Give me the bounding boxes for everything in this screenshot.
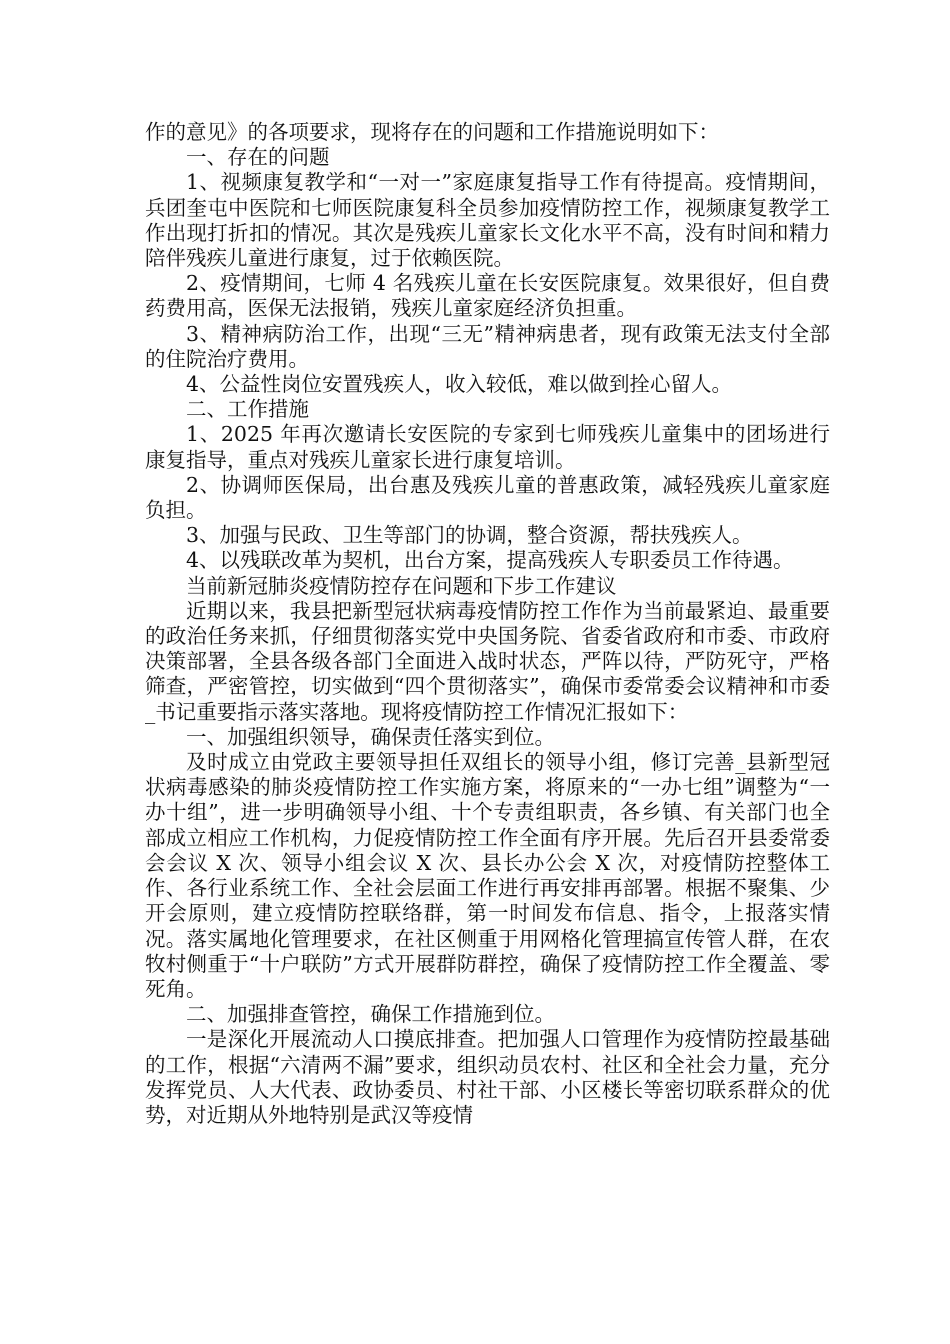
intro-line: 作的意见》的各项要求，现将存在的问题和工作措施说明如下：	[145, 120, 719, 144]
article-paragraph-1: 及时成立由党政主要领导担任双组长的领导小组，修订完善_县新型冠状病毒感染的肺炎疫情防控工作实施方案，将原来的“一办七组”调整为“一办十组”，进一步明确领导小组、十个专责组职责，各乡镇、有关部门也全部成立相应工作机构，力促疫情防控工作全面有序开展。先后召开县委常委会会议 X 次、领导小组会议 X 次、县长办公会 X 次，对疫情防控整体工作、各行业系统工作、全社会层面工作进行再安排再部署。根据不聚集、少开会原则，建立疫情防控联络群，第一时间发布信息、指令，上报落实情况。落实属地化管理要求，在社区侧重于用网格化管理搞宣传管人群，在农牧村侧重于“十户联防”方式开展群防群控，确保了疫情防控工作全覆盖、零死角。	[145, 750, 830, 1001]
measure-item-2: 2、协调师医保局，出台惠及残疾儿童的普惠政策，减轻残疾儿童家庭负担。	[145, 472, 830, 523]
measure-item-1: 1、2025 年再次邀请长安医院的专家到七师残疾儿童集中的团场进行康复指导，重点对残疾儿童家长进行康复培训。	[145, 422, 830, 472]
section-heading-problems: 一、存在的问题	[186, 145, 330, 170]
document-page	[145, 120, 830, 1128]
problem-item-4: 4、公益性岗位安置残疾人，收入较低，难以做到拴心留人。	[186, 372, 733, 397]
problem-item-3: 3、精神病防治工作，出现“三无”精神病患者，现有政策无法支付全部的住院治疗费用。	[145, 321, 830, 371]
article-heading-2: 二、加强排查管控，确保工作措施到位。	[186, 1002, 555, 1027]
article-intro-paragraph: 近期以来，我县把新型冠状病毒疫情防控工作作为当前最紧迫、最重要的政治任务来抓，仔细贯彻落实党中央国务院、省委省政府和市委、市政府决策部署，全县各级各部门全面进入战时状态，严阵以待，严防死守，严格筛查，严密管控，切实做到“四个贯彻落实”，确保市委常委会议精神和市委_书记重要指示落实落地。现将疫情防控工作情况汇报如下：	[145, 598, 830, 724]
section-heading-measures: 二、工作措施	[186, 397, 309, 422]
article-title: 当前新冠肺炎疫情防控存在问题和下步工作建议	[186, 573, 617, 598]
problem-item-1: 1、视频康复教学和“一对一”家庭康复指导工作有待提高。疫情期间，兵团奎屯中医院和七师医院康复科全员参加疫情防控工作，视频康复教学工作出现打折扣的情况。其次是残疾儿童家长文化水平不高，没有时间和精力陪伴残疾儿童进行康复，过于依赖医院。	[145, 170, 830, 271]
problem-item-2: 2、疫情期间，七师 4 名残疾儿童在长安医院康复。效果很好，但自费药费用高，医保无法报销，残疾儿童家庭经济负担重。	[145, 271, 830, 321]
measure-item-4: 4、以残联改革为契机，出台方案，提高残疾人专职委员工作待遇。	[186, 548, 794, 573]
measure-item-3: 3、加强与民政、卫生等部门的协调，整合资源，帮扶残疾人。	[186, 523, 753, 548]
article-paragraph-2: 一是深化开展流动人口摸底排查。把加强人口管理作为疫情防控最基础的工作，根据“六清两不漏”要求，组织动员农村、社区和全社会力量，充分发挥党员、人大代表、政协委员、村社干部、小区楼长等密切联系群众的优势，对近期从外地特别是武汉等疫情	[145, 1027, 830, 1127]
article-heading-1: 一、加强组织领导，确保责任落实到位。	[186, 724, 555, 749]
